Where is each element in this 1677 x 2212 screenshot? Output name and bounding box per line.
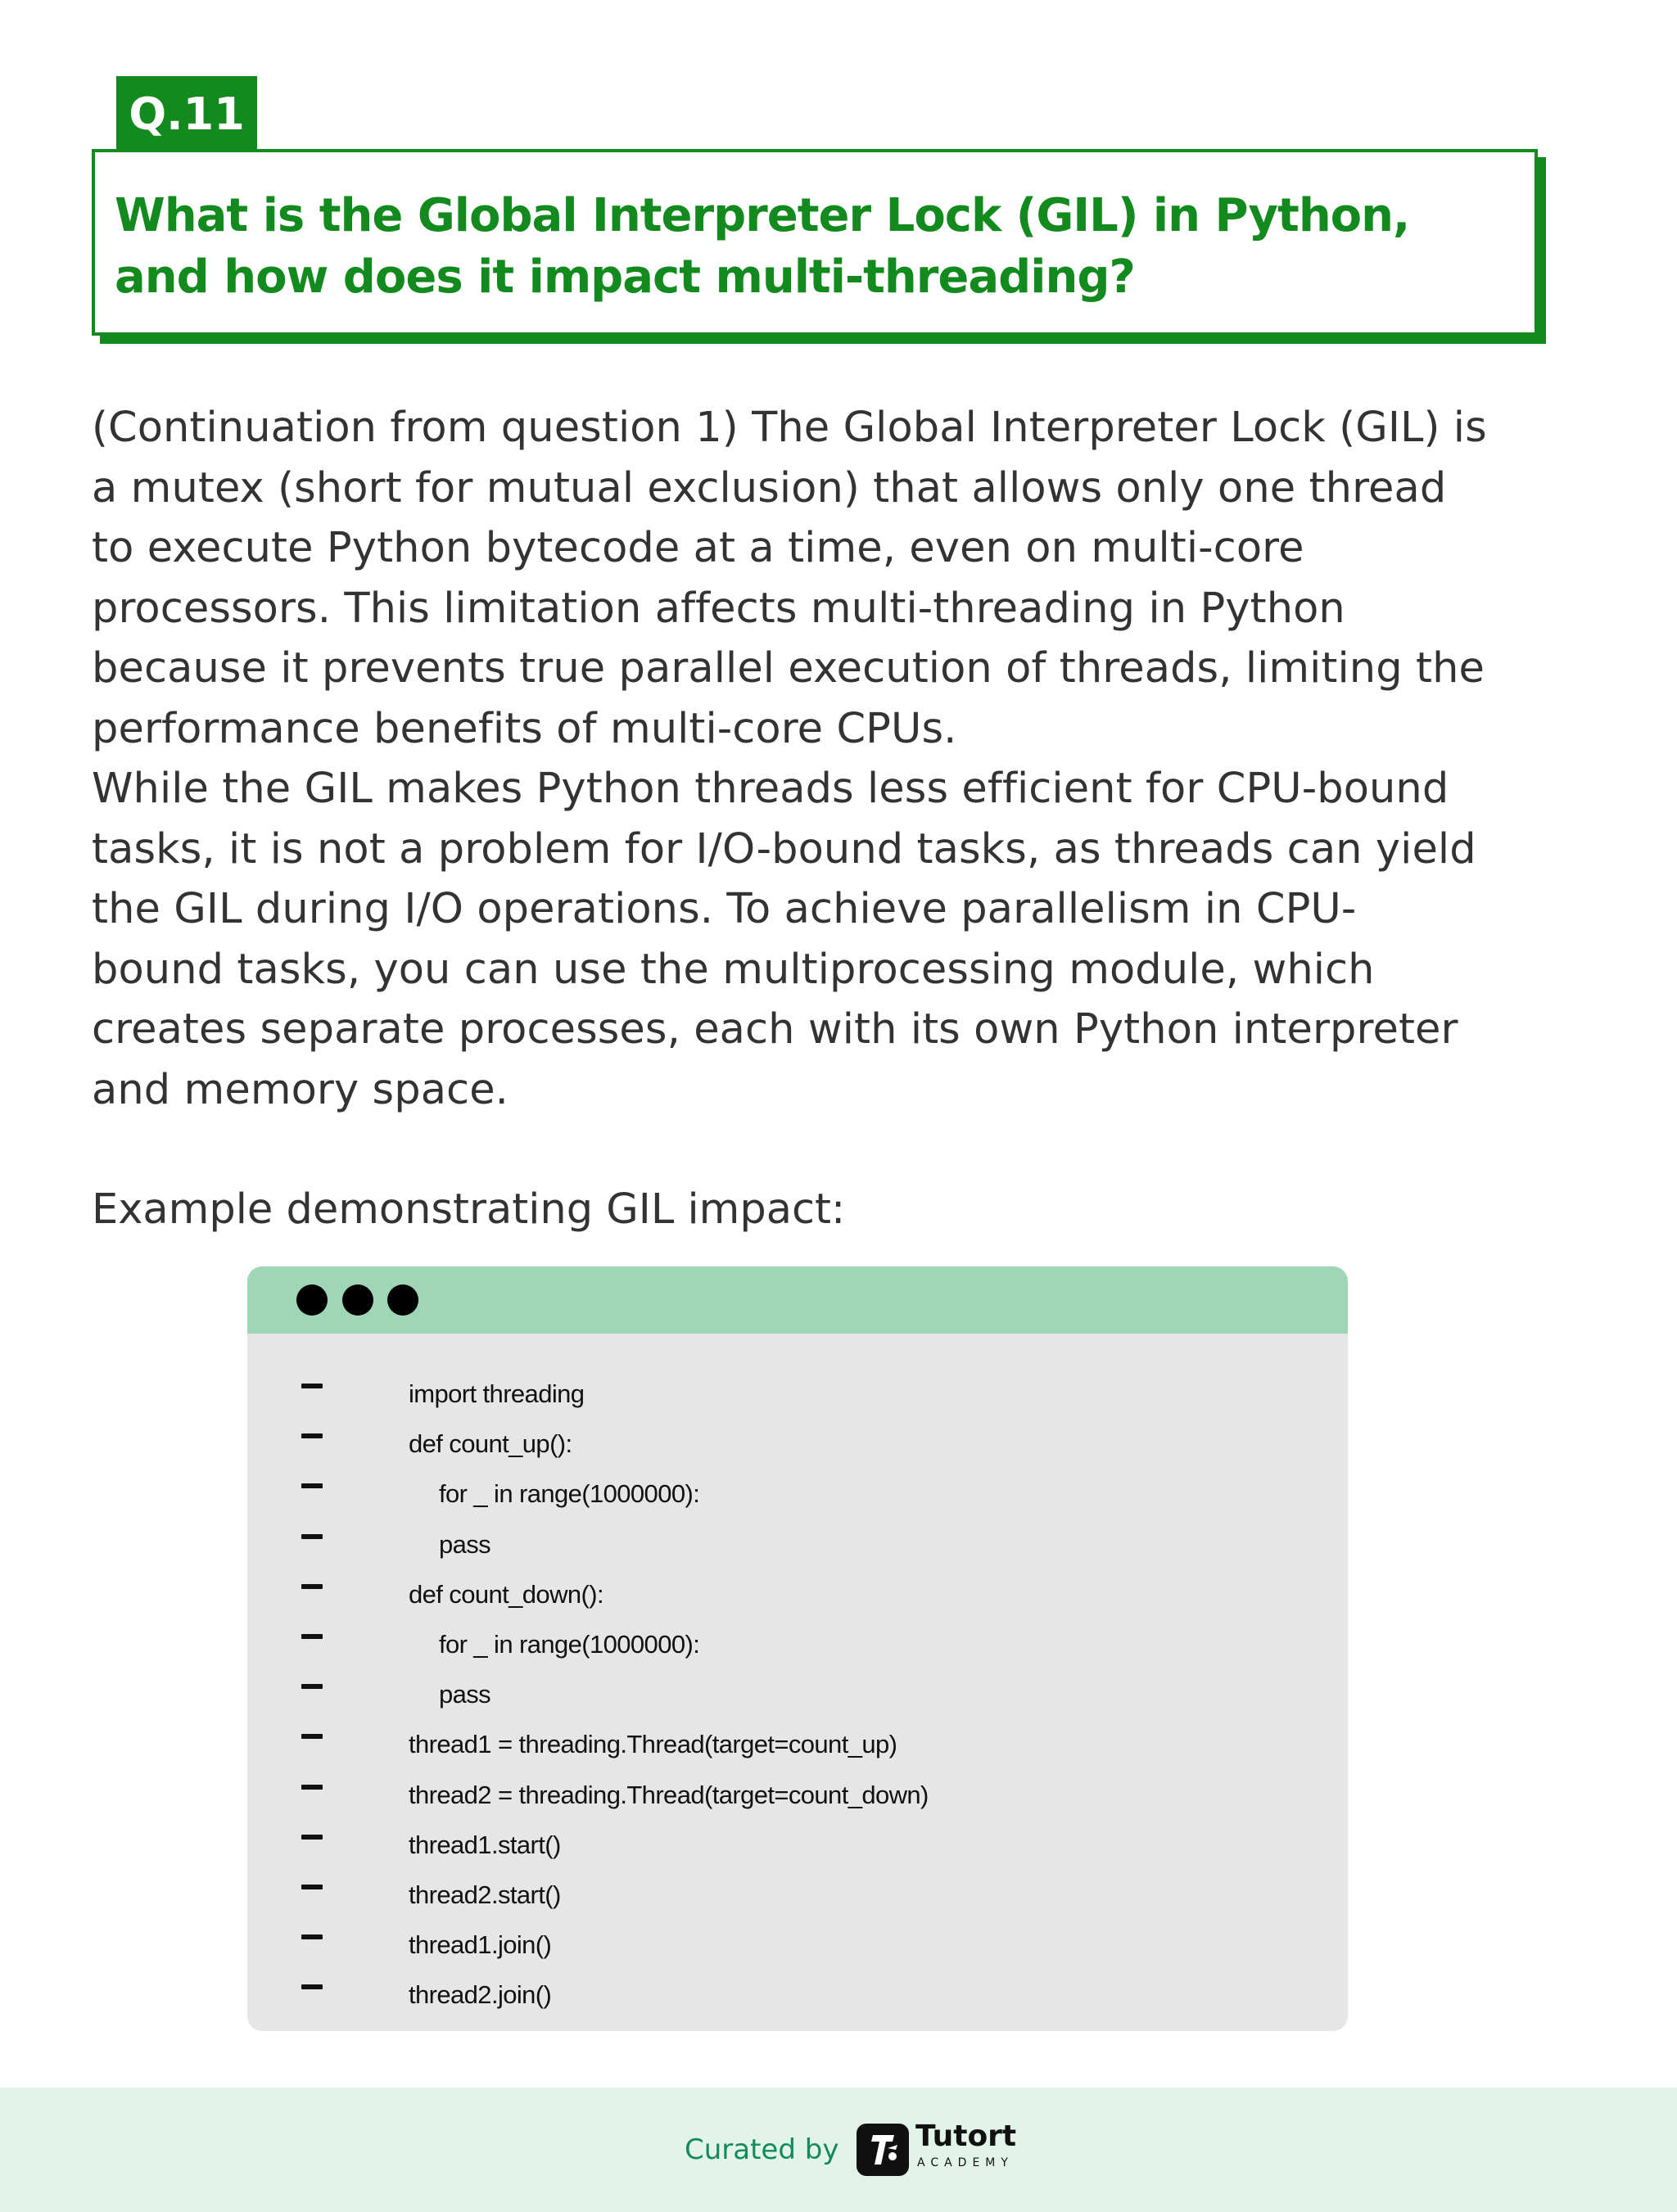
tutort-logo-icon	[857, 2124, 909, 2176]
footer	[0, 2088, 1677, 2212]
brand-name: Tutort	[915, 2119, 1017, 2153]
answer-line: tasks, it is not a problem for I/O-bound tasks, as threads can yield	[92, 824, 1476, 874]
answer-paragraph	[92, 398, 1557, 1120]
line-marker-icon	[301, 1984, 323, 1989]
code-line	[247, 1728, 1348, 1778]
code-line	[247, 1879, 1348, 1929]
code-line-text: thread1.start()	[409, 1830, 561, 1859]
question-title	[115, 185, 1507, 308]
code-line	[247, 1678, 1348, 1728]
question-title-line: What is the Global Interpreter Lock (GIL) in Python,	[115, 189, 1410, 242]
answer-line: processors. This limitation affects multi-threading in Python	[92, 584, 1345, 633]
code-line-text: thread2.start()	[409, 1880, 561, 1909]
code-line	[247, 1979, 1348, 2029]
code-window-titlebar	[247, 1266, 1348, 1334]
window-dot-icon	[296, 1284, 328, 1316]
code-line	[247, 1578, 1348, 1628]
code-line	[247, 1829, 1348, 1879]
line-marker-icon	[301, 1785, 323, 1790]
code-line	[247, 1428, 1348, 1478]
line-marker-icon	[301, 1734, 323, 1739]
code-line-text: pass	[439, 1529, 491, 1559]
answer-line: bound tasks, you can use the multiprocessing module, which	[92, 945, 1375, 994]
code-line-text: thread2.join()	[409, 1980, 552, 2010]
line-marker-icon	[301, 1835, 323, 1840]
code-line	[247, 1628, 1348, 1678]
answer-line: creates separate processes, each with its own Python interpreter	[92, 1005, 1458, 1054]
answer-line: because it prevents true parallel execution of threads, limiting the	[92, 644, 1485, 693]
line-marker-icon	[301, 1634, 323, 1639]
curated-by-label: Curated by	[685, 2133, 839, 2166]
code-line-text: import threading	[409, 1379, 585, 1408]
window-dot-icon	[342, 1284, 373, 1316]
code-line-text: thread2 = threading.Thread(target=count_down)	[409, 1780, 929, 1809]
answer-line: (Continuation from question 1) The Global Interpreter Lock (GIL) is	[92, 404, 1487, 452]
code-line-text: for _ in range(1000000):	[439, 1629, 700, 1659]
code-block	[247, 1378, 1348, 2029]
question-number-badge	[116, 76, 257, 151]
code-line-text: pass	[439, 1680, 491, 1709]
code-line-text: thread1.join()	[409, 1930, 552, 1960]
code-line-text: thread1 = threading.Thread(target=count_up)	[409, 1730, 897, 1759]
window-dot-icon	[387, 1284, 418, 1316]
example-label: Example demonstrating GIL impact:	[92, 1185, 846, 1234]
line-marker-icon	[301, 1684, 323, 1689]
line-marker-icon	[301, 1483, 323, 1488]
code-line	[247, 1779, 1348, 1829]
code-line-text: for _ in range(1000000):	[439, 1479, 700, 1509]
code-line	[247, 1528, 1348, 1578]
question-number: Q.11	[129, 88, 245, 140]
answer-line: While the GIL makes Python threads less efficient for CPU-bound	[92, 765, 1449, 813]
answer-line: and memory space.	[92, 1065, 509, 1114]
question-title-line: and how does it impact multi-threading?	[115, 251, 1135, 304]
answer-line: to execute Python bytecode at a time, even on multi-core	[92, 524, 1304, 572]
answer-line: a mutex (short for mutual exclusion) that allows only one thread	[92, 463, 1447, 512]
line-marker-icon	[301, 1934, 323, 1939]
code-line	[247, 1929, 1348, 1979]
code-window	[247, 1266, 1348, 2031]
code-line	[247, 1478, 1348, 1528]
line-marker-icon	[301, 1384, 323, 1388]
brand-subtitle: ACADEMY	[917, 2156, 1014, 2169]
code-line-text: def count_down():	[409, 1579, 603, 1609]
code-line	[247, 1378, 1348, 1428]
line-marker-icon	[301, 1433, 323, 1438]
answer-line: the GIL during I/O operations. To achieve parallelism in CPU-	[92, 885, 1357, 933]
line-marker-icon	[301, 1534, 323, 1539]
line-marker-icon	[301, 1584, 323, 1589]
code-line-text: def count_up():	[409, 1429, 572, 1459]
line-marker-icon	[301, 1885, 323, 1889]
answer-line: performance benefits of multi-core CPUs.	[92, 704, 957, 753]
